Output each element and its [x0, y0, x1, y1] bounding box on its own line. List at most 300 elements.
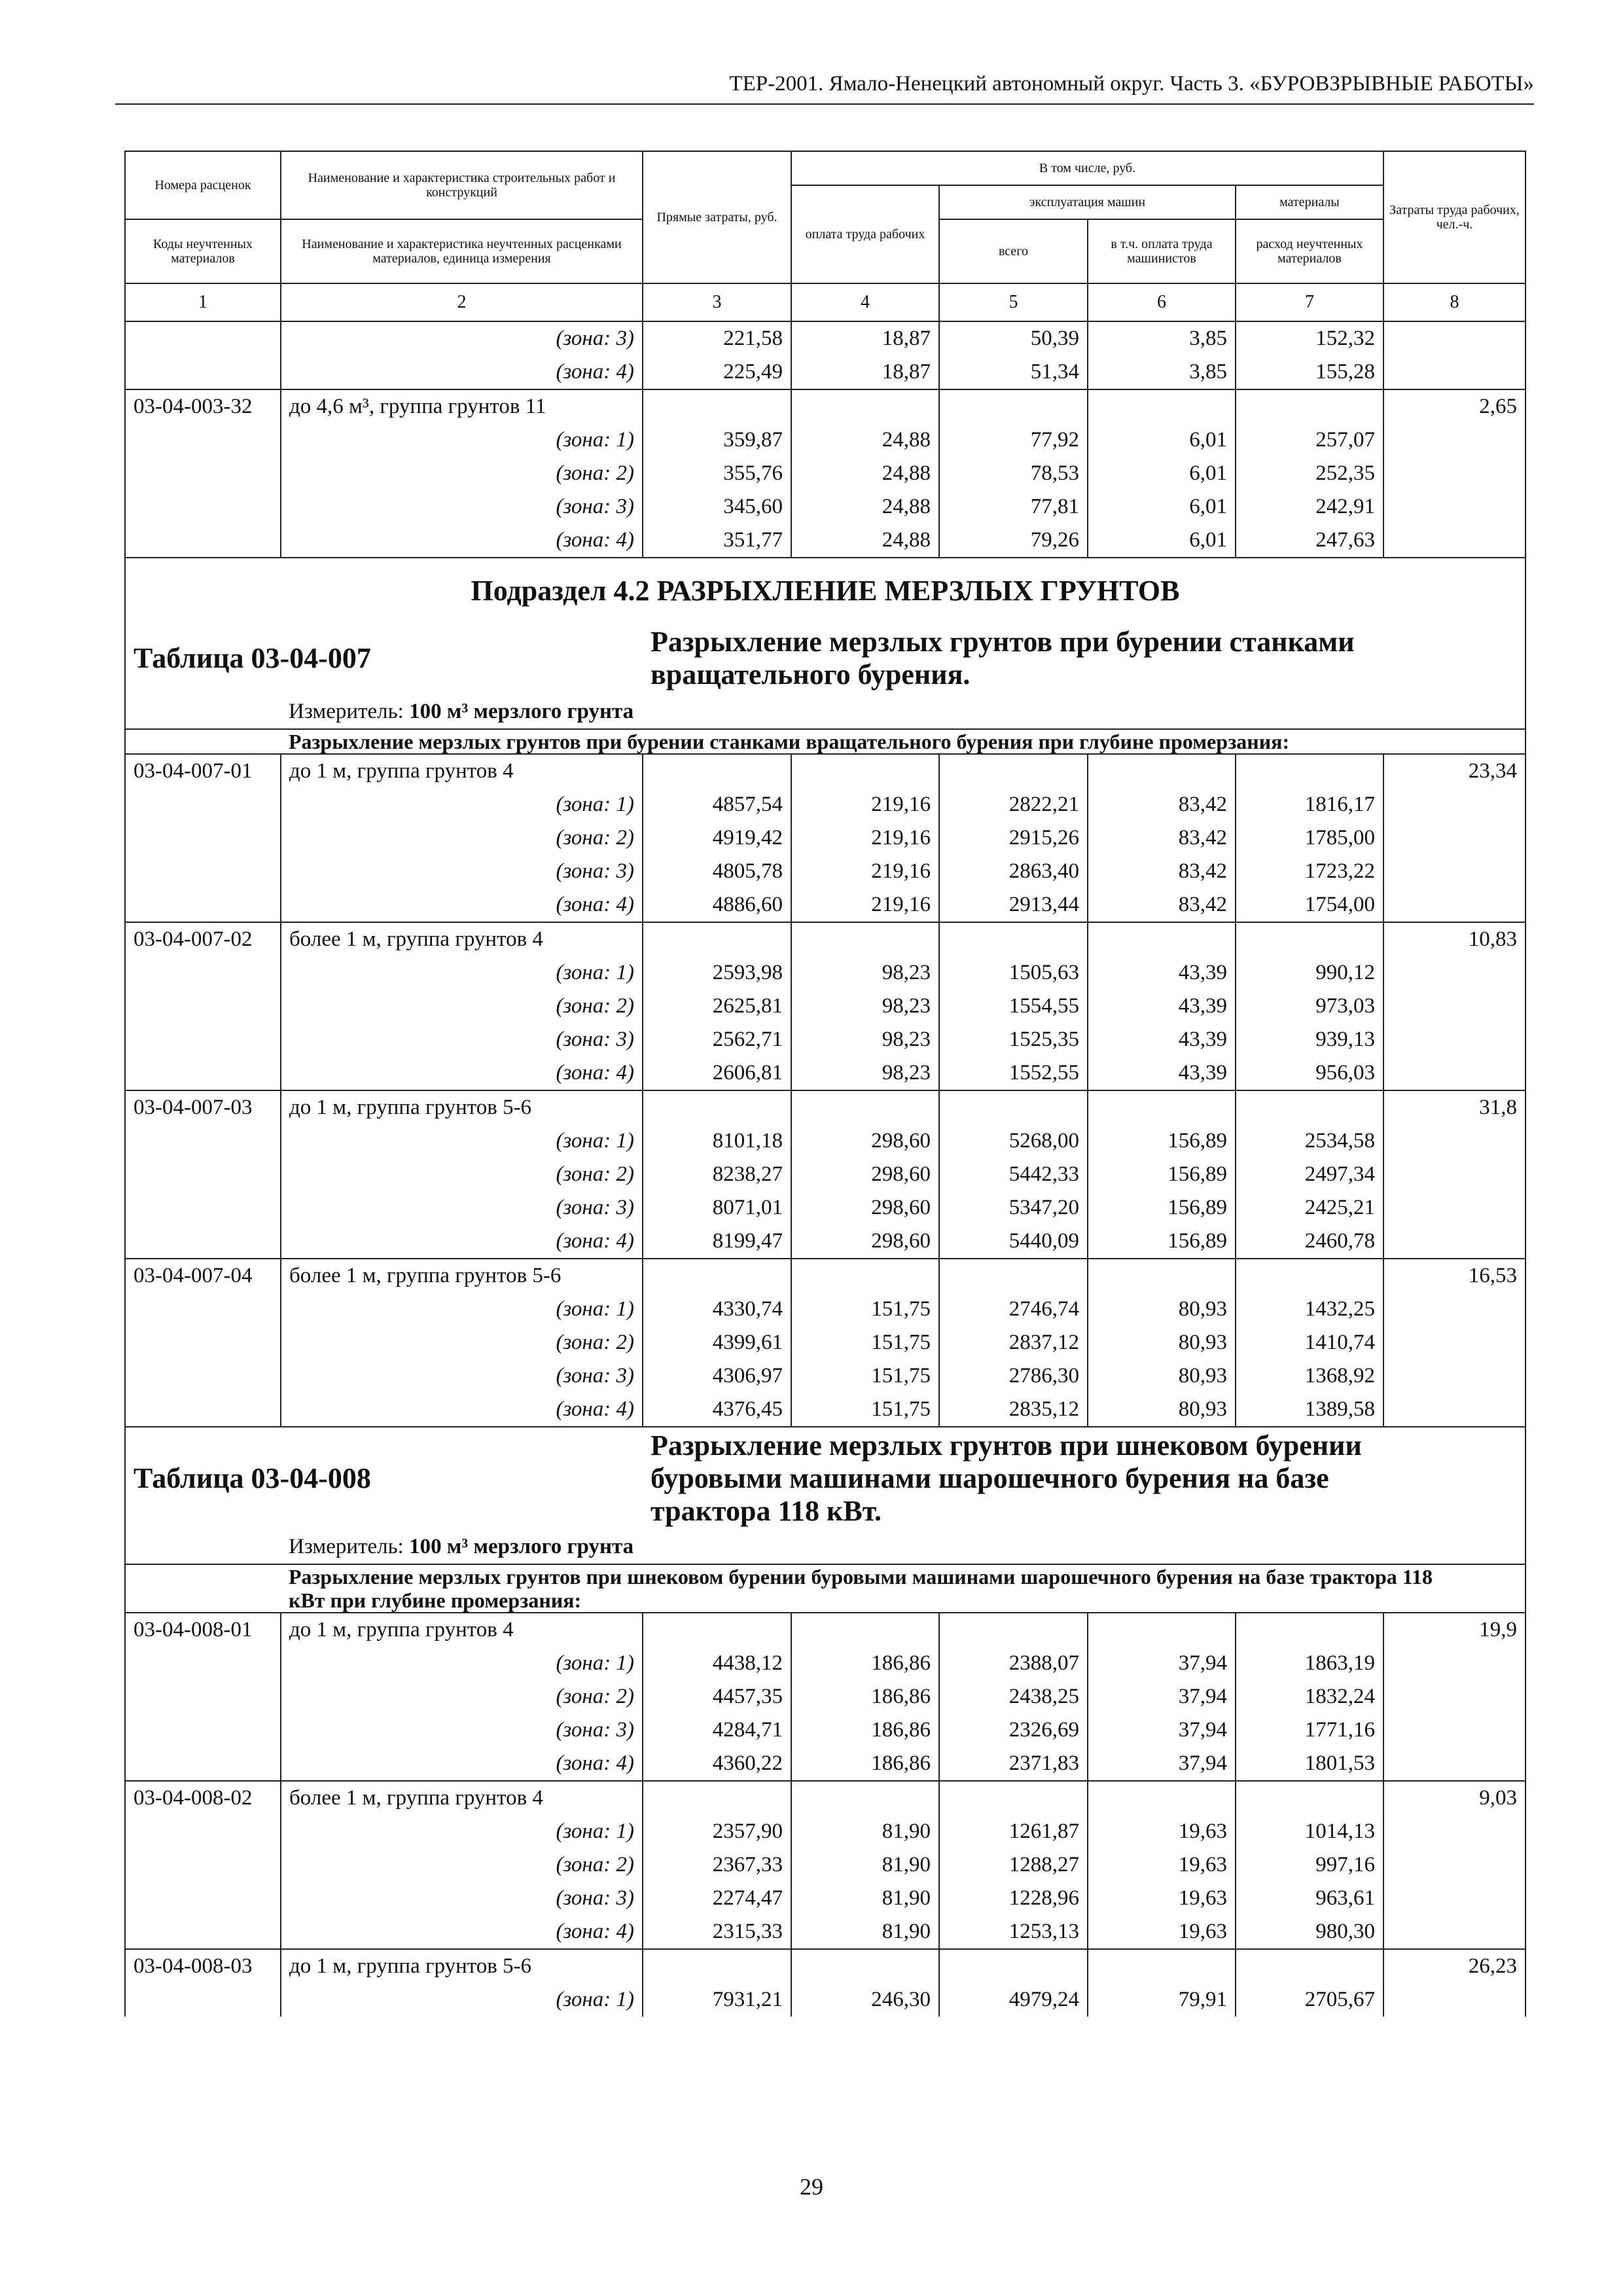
rate-code: 03-04-007-04: [125, 1259, 281, 1293]
table-header: [125, 151, 1525, 321]
value-cell: 77,81: [939, 490, 1088, 524]
empty-cell: [125, 821, 281, 855]
subsection-title: Подраздел 4.2 РАЗРЫХЛЕНИЕ МЕРЗЛЫХ ГРУНТОВ: [125, 558, 1525, 622]
empty-cell: [939, 1781, 1088, 1815]
value-cell: 80,93: [1088, 1293, 1236, 1326]
value-cell: 2315,33: [643, 1915, 791, 1949]
empty-cell: [125, 423, 281, 457]
value-cell: 298,60: [791, 1225, 939, 1259]
empty-cell: [791, 922, 939, 956]
value-cell: 81,90: [791, 1815, 939, 1848]
empty-cell: [939, 754, 1088, 788]
header-group-label: В том числе, руб.: [791, 151, 1383, 185]
empty-cell: [125, 457, 281, 490]
value-cell: 355,76: [643, 457, 791, 490]
value-cell: 4805,78: [643, 855, 791, 888]
empty-cell: [125, 355, 281, 389]
rate-name: до 1 м, группа грунтов 5-6: [281, 1949, 643, 1983]
empty-cell: [643, 1259, 791, 1293]
value-cell: 4284,71: [643, 1713, 791, 1747]
value-cell: 2460,78: [1236, 1225, 1383, 1259]
value-cell: 7931,21: [643, 1983, 791, 2017]
zone-label: (зона: 2): [281, 821, 643, 855]
value-cell: 80,93: [1088, 1359, 1236, 1393]
value-cell: 1863,19: [1236, 1647, 1383, 1680]
value-cell: 151,75: [791, 1326, 939, 1359]
value-cell: 18,87: [791, 355, 939, 389]
rate-code: 03-04-003-32: [125, 389, 281, 423]
value-cell: 186,86: [791, 1747, 939, 1781]
zone-row: [125, 888, 1525, 922]
value-cell: 1505,63: [939, 956, 1088, 990]
value-cell: 24,88: [791, 423, 939, 457]
zone-row: [125, 1882, 1525, 1915]
value-cell: 80,93: [1088, 1326, 1236, 1359]
zone-label: (зона: 4): [281, 1056, 643, 1090]
zone-row: [125, 1647, 1525, 1680]
zone-row: [125, 1747, 1525, 1781]
value-cell: 252,35: [1236, 457, 1383, 490]
empty-cell: [791, 1613, 939, 1647]
empty-cell: [1383, 1158, 1525, 1191]
value-cell: 2835,12: [939, 1393, 1088, 1427]
value-cell: 219,16: [791, 888, 939, 922]
column-number: 4: [791, 283, 939, 321]
value-cell: 83,42: [1088, 855, 1236, 888]
value-cell: 81,90: [791, 1882, 939, 1915]
value-cell: 4376,45: [643, 1393, 791, 1427]
empty-cell: [125, 1225, 281, 1259]
empty-cell: [643, 922, 791, 956]
zone-label: (зона: 2): [281, 1158, 643, 1191]
empty-cell: [125, 1530, 281, 1564]
header-machines: эксплуатация машин: [939, 185, 1236, 219]
empty-cell: [939, 1613, 1088, 1647]
value-cell: 4399,61: [643, 1326, 791, 1359]
empty-cell: [1383, 888, 1525, 922]
value-cell: 2746,74: [939, 1293, 1088, 1326]
value-cell: 345,60: [643, 490, 791, 524]
value-cell: 2388,07: [939, 1647, 1088, 1680]
value-cell: 186,86: [791, 1680, 939, 1713]
empty-cell: [939, 1259, 1088, 1293]
zone-label: (зона: 4): [281, 355, 643, 389]
value-cell: 151,75: [791, 1359, 939, 1393]
empty-cell: [791, 754, 939, 788]
value-cell: 980,30: [1236, 1915, 1383, 1949]
zone-row: [125, 821, 1525, 855]
empty-cell: [125, 1915, 281, 1949]
empty-cell: [939, 1090, 1088, 1124]
zone-row: [125, 1359, 1525, 1393]
header-col7: расход неучтенных материалов: [1236, 219, 1383, 283]
value-cell: 24,88: [791, 457, 939, 490]
table-title: Разрыхление мерзлых грунтов при шнековом бурении буровыми машинами шарошечного бурения на базе трактора 118 кВт.: [643, 1427, 1525, 1530]
value-cell: 51,34: [939, 355, 1088, 389]
value-cell: 1771,16: [1236, 1713, 1383, 1747]
zone-row: [125, 1225, 1525, 1259]
empty-cell: [1383, 1056, 1525, 1090]
empty-cell: [1236, 1781, 1383, 1815]
value-cell: 2438,25: [939, 1680, 1088, 1713]
empty-cell: [643, 1949, 791, 1983]
empty-cell: [939, 389, 1088, 423]
empty-cell: [1383, 457, 1525, 490]
rate-entry-row: [125, 1781, 1525, 1815]
empty-cell: [1383, 321, 1525, 355]
value-cell: 3,85: [1088, 355, 1236, 389]
meter: [281, 694, 1525, 729]
empty-cell: [1088, 922, 1236, 956]
value-cell: 2371,83: [939, 1747, 1088, 1781]
empty-cell: [791, 389, 939, 423]
meter-value: 100 м³ мерзлого грунта: [409, 1534, 634, 1558]
value-cell: 2863,40: [939, 855, 1088, 888]
value-cell: 1014,13: [1236, 1815, 1383, 1848]
zone-label: (зона: 1): [281, 956, 643, 990]
header-col3: Прямые затраты, руб.: [643, 151, 791, 283]
value-cell: 2915,26: [939, 821, 1088, 855]
empty-cell: [1236, 922, 1383, 956]
header-col1-bottom: Коды неучтенных материалов: [125, 219, 281, 283]
labor-cost: 2,65: [1383, 389, 1525, 423]
value-cell: 5347,20: [939, 1191, 1088, 1225]
value-cell: 4360,22: [643, 1747, 791, 1781]
value-cell: 225,49: [643, 355, 791, 389]
value-cell: 43,39: [1088, 1056, 1236, 1090]
value-cell: 1754,00: [1236, 888, 1383, 922]
value-cell: 4919,42: [643, 821, 791, 855]
value-cell: 79,91: [1088, 1983, 1236, 2017]
empty-cell: [1383, 1124, 1525, 1158]
zone-label: (зона: 1): [281, 1815, 643, 1848]
empty-cell: [125, 1124, 281, 1158]
value-cell: 8101,18: [643, 1124, 791, 1158]
table-title: Разрыхление мерзлых грунтов при бурении станками вращательного бурения.: [643, 622, 1525, 694]
value-cell: 19,63: [1088, 1915, 1236, 1949]
value-cell: 2357,90: [643, 1815, 791, 1848]
zone-row: [125, 1158, 1525, 1191]
group-description: Разрыхление мерзлых грунтов при шнековом бурении буровыми машинами шарошечного бурения на базе трактора 118 кВт при глубине промерзания:: [281, 1564, 1525, 1613]
empty-cell: [125, 888, 281, 922]
value-cell: 939,13: [1236, 1023, 1383, 1056]
rate-name: до 4,6 м³, группа грунтов 11: [281, 389, 643, 423]
zone-row: [125, 524, 1525, 558]
value-cell: 2786,30: [939, 1359, 1088, 1393]
value-cell: 2822,21: [939, 788, 1088, 821]
zone-label: (зона: 1): [281, 1647, 643, 1680]
subsection-title-row: [125, 558, 1525, 622]
empty-cell: [125, 1293, 281, 1326]
empty-cell: [125, 694, 281, 729]
zone-label: (зона: 3): [281, 1713, 643, 1747]
value-cell: 1261,87: [939, 1815, 1088, 1848]
empty-cell: [1383, 990, 1525, 1023]
zone-row: [125, 1848, 1525, 1882]
meter-value: 100 м³ мерзлого грунта: [409, 699, 634, 723]
header-materials: материалы: [1236, 185, 1383, 219]
zone-label: (зона: 3): [281, 1359, 643, 1393]
value-cell: 98,23: [791, 956, 939, 990]
value-cell: 43,39: [1088, 1023, 1236, 1056]
empty-cell: [125, 1647, 281, 1680]
value-cell: 4857,54: [643, 788, 791, 821]
group-description-row: [125, 1564, 1525, 1613]
value-cell: 2534,58: [1236, 1124, 1383, 1158]
zone-label: (зона: 1): [281, 423, 643, 457]
value-cell: 1816,17: [1236, 788, 1383, 821]
value-cell: 1723,22: [1236, 855, 1383, 888]
value-cell: 298,60: [791, 1158, 939, 1191]
value-cell: 1801,53: [1236, 1747, 1383, 1781]
zone-label: (зона: 3): [281, 1023, 643, 1056]
value-cell: 83,42: [1088, 821, 1236, 855]
value-cell: 1410,74: [1236, 1326, 1383, 1359]
zone-row: [125, 1191, 1525, 1225]
value-cell: 242,91: [1236, 490, 1383, 524]
value-cell: 81,90: [791, 1848, 939, 1882]
value-cell: 43,39: [1088, 990, 1236, 1023]
value-cell: 1253,13: [939, 1915, 1088, 1949]
value-cell: 6,01: [1088, 524, 1236, 558]
value-cell: 4438,12: [643, 1647, 791, 1680]
value-cell: 4330,74: [643, 1293, 791, 1326]
rate-code: 03-04-008-02: [125, 1781, 281, 1815]
column-number: 6: [1088, 283, 1236, 321]
empty-cell: [643, 1781, 791, 1815]
empty-cell: [1383, 1983, 1525, 2017]
empty-cell: [125, 524, 281, 558]
zone-label: (зона: 3): [281, 1191, 643, 1225]
value-cell: 50,39: [939, 321, 1088, 355]
rate-entry-row: [125, 754, 1525, 788]
value-cell: 6,01: [1088, 457, 1236, 490]
value-cell: 246,30: [791, 1983, 939, 2017]
header-col2-bottom: Наименование и характеристика неучтенных расценками материалов, единица измерения: [281, 219, 643, 283]
value-cell: 37,94: [1088, 1713, 1236, 1747]
value-cell: 37,94: [1088, 1647, 1236, 1680]
empty-cell: [1383, 524, 1525, 558]
rate-code: 03-04-007-03: [125, 1090, 281, 1124]
empty-cell: [125, 788, 281, 821]
labor-cost: 23,34: [1383, 754, 1525, 788]
rate-entry-row: [125, 1613, 1525, 1647]
running-header: ТЕР-2001. Ямало-Ненецкий автономный округ. Часть 3. «БУРОВЗРЫВНЫЕ РАБОТЫ»: [115, 71, 1534, 105]
labor-cost: 9,03: [1383, 1781, 1525, 1815]
empty-cell: [1383, 1023, 1525, 1056]
empty-cell: [1088, 1781, 1236, 1815]
zone-row: [125, 1393, 1525, 1427]
empty-cell: [1383, 821, 1525, 855]
column-numbers-row: [125, 283, 1525, 321]
labor-cost: 26,23: [1383, 1949, 1525, 1983]
meter-prefix: Измеритель:: [289, 699, 410, 723]
zone-row: [125, 1680, 1525, 1713]
zone-label: (зона: 4): [281, 888, 643, 922]
value-cell: 156,89: [1088, 1158, 1236, 1191]
zone-label: (зона: 1): [281, 1983, 643, 2017]
zone-label: (зона: 1): [281, 788, 643, 821]
labor-cost: 10,83: [1383, 922, 1525, 956]
group-description-row: [125, 729, 1525, 754]
empty-cell: [1383, 1293, 1525, 1326]
empty-cell: [1383, 956, 1525, 990]
zone-label: (зона: 2): [281, 457, 643, 490]
empty-cell: [125, 1815, 281, 1848]
empty-cell: [125, 729, 281, 754]
value-cell: 152,32: [1236, 321, 1383, 355]
value-cell: 156,89: [1088, 1124, 1236, 1158]
value-cell: 2274,47: [643, 1882, 791, 1915]
zone-row: [125, 1815, 1525, 1848]
zone-label: (зона: 3): [281, 855, 643, 888]
rate-code: 03-04-007-01: [125, 754, 281, 788]
value-cell: 2593,98: [643, 956, 791, 990]
empty-cell: [643, 1613, 791, 1647]
value-cell: 37,94: [1088, 1680, 1236, 1713]
empty-cell: [1383, 1191, 1525, 1225]
zone-row: [125, 321, 1525, 355]
header-col6: в т.ч. оплата труда машинистов: [1088, 219, 1236, 283]
rate-code: 03-04-008-01: [125, 1613, 281, 1647]
empty-cell: [1383, 423, 1525, 457]
value-cell: 24,88: [791, 490, 939, 524]
column-number: 2: [281, 283, 643, 321]
zone-row: [125, 1056, 1525, 1090]
zone-label: (зона: 4): [281, 1747, 643, 1781]
column-number: 3: [643, 283, 791, 321]
value-cell: 80,93: [1088, 1393, 1236, 1427]
rate-entry-row: [125, 389, 1525, 423]
value-cell: 186,86: [791, 1647, 939, 1680]
value-cell: 963,61: [1236, 1882, 1383, 1915]
empty-cell: [1088, 1949, 1236, 1983]
empty-cell: [1383, 1680, 1525, 1713]
value-cell: 219,16: [791, 821, 939, 855]
empty-cell: [125, 956, 281, 990]
rate-name: более 1 м, группа грунтов 5-6: [281, 1259, 643, 1293]
value-cell: 6,01: [1088, 423, 1236, 457]
zone-label: (зона: 2): [281, 990, 643, 1023]
header-col5: всего: [939, 219, 1088, 283]
value-cell: 2913,44: [939, 888, 1088, 922]
empty-cell: [125, 1158, 281, 1191]
empty-cell: [125, 1393, 281, 1427]
empty-cell: [1383, 1713, 1525, 1747]
value-cell: 359,87: [643, 423, 791, 457]
zone-row: [125, 990, 1525, 1023]
value-cell: 2367,33: [643, 1848, 791, 1882]
empty-cell: [643, 389, 791, 423]
value-cell: 19,63: [1088, 1815, 1236, 1848]
empty-cell: [1383, 855, 1525, 888]
value-cell: 18,87: [791, 321, 939, 355]
rate-entry-row: [125, 1949, 1525, 1983]
table-label: Таблица 03-04-008: [125, 1427, 643, 1530]
value-cell: 1554,55: [939, 990, 1088, 1023]
column-number: 8: [1383, 283, 1525, 321]
value-cell: 1832,24: [1236, 1680, 1383, 1713]
empty-cell: [791, 1259, 939, 1293]
value-cell: 1368,92: [1236, 1359, 1383, 1393]
zone-label: (зона: 1): [281, 1293, 643, 1326]
empty-cell: [1236, 754, 1383, 788]
table-body: [125, 321, 1525, 2017]
value-cell: 156,89: [1088, 1225, 1236, 1259]
zone-row: [125, 1326, 1525, 1359]
value-cell: 219,16: [791, 855, 939, 888]
empty-cell: [1088, 1613, 1236, 1647]
empty-cell: [1383, 1326, 1525, 1359]
zone-row: [125, 855, 1525, 888]
zone-row: [125, 1983, 1525, 2017]
value-cell: 2326,69: [939, 1713, 1088, 1747]
price-table: [124, 151, 1526, 2017]
value-cell: 5442,33: [939, 1158, 1088, 1191]
value-cell: 997,16: [1236, 1848, 1383, 1882]
zone-label: (зона: 2): [281, 1848, 643, 1882]
empty-cell: [125, 1713, 281, 1747]
zone-label: (зона: 2): [281, 1680, 643, 1713]
table-title-row: [125, 622, 1525, 694]
value-cell: 98,23: [791, 1023, 939, 1056]
value-cell: 4457,35: [643, 1680, 791, 1713]
zone-label: (зона: 3): [281, 321, 643, 355]
labor-cost: 31,8: [1383, 1090, 1525, 1124]
meter: [281, 1530, 1525, 1564]
rate-name: до 1 м, группа грунтов 4: [281, 1613, 643, 1647]
value-cell: 1525,35: [939, 1023, 1088, 1056]
zone-row: [125, 1713, 1525, 1747]
value-cell: 990,12: [1236, 956, 1383, 990]
empty-cell: [1236, 1613, 1383, 1647]
value-cell: 1389,58: [1236, 1393, 1383, 1427]
empty-cell: [125, 1848, 281, 1882]
value-cell: 1785,00: [1236, 821, 1383, 855]
zone-label: (зона: 4): [281, 1915, 643, 1949]
rate-name: более 1 м, группа грунтов 4: [281, 922, 643, 956]
rate-entry-row: [125, 1259, 1525, 1293]
empty-cell: [125, 1882, 281, 1915]
zone-row: [125, 355, 1525, 389]
empty-cell: [125, 1191, 281, 1225]
empty-cell: [791, 1781, 939, 1815]
value-cell: 83,42: [1088, 888, 1236, 922]
value-cell: 156,89: [1088, 1191, 1236, 1225]
empty-cell: [1383, 1647, 1525, 1680]
value-cell: 4886,60: [643, 888, 791, 922]
rate-code: 03-04-007-02: [125, 922, 281, 956]
zone-row: [125, 956, 1525, 990]
header-col8: Затраты труда рабочих, чел.-ч.: [1383, 151, 1525, 283]
group-description: Разрыхление мерзлых грунтов при бурении станками вращательного бурения при глубине промерзания:: [281, 729, 1525, 754]
zone-label: (зона: 4): [281, 1225, 643, 1259]
header-col2-top: Наименование и характеристика строительных работ и конструкций: [281, 151, 643, 219]
empty-cell: [1383, 788, 1525, 821]
value-cell: 78,53: [939, 457, 1088, 490]
value-cell: 155,28: [1236, 355, 1383, 389]
empty-cell: [939, 1949, 1088, 1983]
value-cell: 2705,67: [1236, 1983, 1383, 2017]
empty-cell: [125, 1680, 281, 1713]
empty-cell: [1236, 1949, 1383, 1983]
empty-cell: [1383, 1359, 1525, 1393]
value-cell: 4979,24: [939, 1983, 1088, 2017]
value-cell: 77,92: [939, 423, 1088, 457]
value-cell: 8199,47: [643, 1225, 791, 1259]
labor-cost: 16,53: [1383, 1259, 1525, 1293]
empty-cell: [125, 490, 281, 524]
